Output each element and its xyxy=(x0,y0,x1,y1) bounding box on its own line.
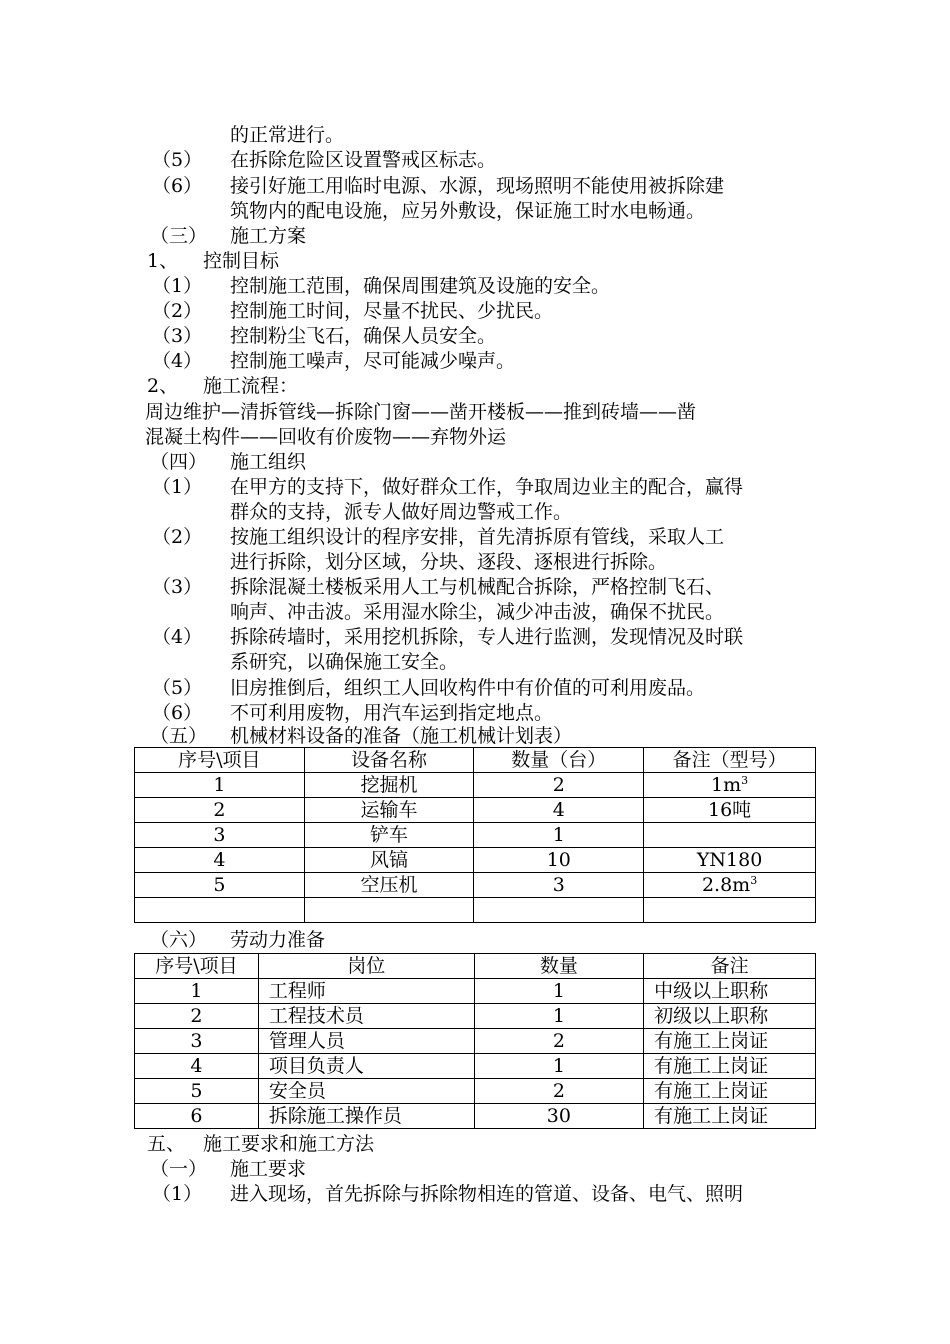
table-row xyxy=(135,1104,816,1129)
header-cell: 设备名称 xyxy=(304,748,474,773)
paragraph-line: 周边维护—清拆管线—拆除门窗——凿开楼板——推到砖墙——凿 xyxy=(145,401,697,423)
table-row xyxy=(135,979,816,1004)
table-cell xyxy=(644,873,816,898)
section-number: （五） xyxy=(150,725,208,747)
item-number: （1） xyxy=(152,275,203,297)
section-heading: 控制目标 xyxy=(203,250,280,272)
table-cell: 10 xyxy=(474,848,644,873)
section-heading: 施工流程： xyxy=(203,375,299,397)
table-cell: 空压机 xyxy=(304,873,474,898)
table-cell: 初级以上职称 xyxy=(644,1004,816,1029)
table-cell: 3 xyxy=(135,1029,259,1054)
header-cell: 备注（型号） xyxy=(644,748,816,773)
section-number: 2、 xyxy=(147,375,179,397)
section-number: （四） xyxy=(150,451,208,473)
cell-value: 2.8m xyxy=(701,874,751,896)
paragraph-line: 接引好施工用临时电源、水源，现场照明不能使用被拆除建 xyxy=(230,175,725,197)
table-cell xyxy=(304,898,474,923)
paragraph-line: 进入现场，首先拆除与拆除物相连的管道、设备、电气、照明 xyxy=(230,1183,744,1205)
table-cell: 5 xyxy=(135,873,305,898)
table-header-row xyxy=(135,954,816,979)
table-cell: 6 xyxy=(135,1104,259,1129)
paragraph-line: 控制施工噪声，尽可能减少噪声。 xyxy=(230,350,516,372)
table-cell: 1 xyxy=(135,979,259,1004)
header-cell: 数量（台） xyxy=(474,748,644,773)
table-cell: 工程技术员 xyxy=(258,1004,474,1029)
table-cell: 3 xyxy=(474,873,644,898)
table-cell: 30 xyxy=(474,1104,644,1129)
table-cell: 16吨 xyxy=(644,798,816,823)
item-number: （5） xyxy=(152,149,203,171)
table-cell: 管理人员 xyxy=(258,1029,474,1054)
machine-table xyxy=(134,747,816,923)
paragraph-line: 的正常进行。 xyxy=(230,124,345,146)
table-caption: 机械材料设备的准备（施工机械计划表） xyxy=(230,725,573,747)
table-cell: 1 xyxy=(135,773,305,798)
item-number: （6） xyxy=(152,702,203,724)
section-number: 五、 xyxy=(147,1133,186,1155)
paragraph-line: 拆除砖墙时，采用挖机拆除，专人进行监测，发现情况及时联 xyxy=(230,626,744,648)
table-cell: 4 xyxy=(135,1054,259,1079)
table-cell: 中级以上职称 xyxy=(644,979,816,1004)
item-number: （4） xyxy=(152,350,203,372)
paragraph-line: 响声、冲击波。采用湿水除尘，减少冲击波，确保不扰民。 xyxy=(230,601,725,623)
section-number: 1、 xyxy=(147,250,179,272)
table-cell: 挖掘机 xyxy=(304,773,474,798)
cell-value: 1m xyxy=(711,774,742,796)
table-cell xyxy=(644,773,816,798)
table-cell: 安全员 xyxy=(258,1079,474,1104)
header-cell: 数量 xyxy=(474,954,644,979)
table-cell: 4 xyxy=(135,848,305,873)
paragraph-line: 在甲方的支持下，做好群众工作，争取周边业主的配合，赢得 xyxy=(230,476,744,498)
paragraph-line: 系研究，以确保施工安全。 xyxy=(230,651,459,673)
table-cell xyxy=(135,898,305,923)
paragraph-line: 混凝土构件——回收有价废物——弃物外运 xyxy=(145,426,507,448)
table-cell xyxy=(474,898,644,923)
item-number: （4） xyxy=(152,626,203,648)
item-number: （2） xyxy=(152,526,203,548)
paragraph-line: 拆除混凝土楼板采用人工与机械配合拆除，严格控制飞石、 xyxy=(230,576,725,598)
section-heading: 施工要求和施工方法 xyxy=(203,1133,375,1155)
table-row xyxy=(135,823,816,848)
table-cell: 有施工上岗证 xyxy=(644,1079,816,1104)
item-number: （1） xyxy=(152,1183,203,1205)
superscript: 3 xyxy=(741,774,749,787)
table-cell: 2 xyxy=(474,773,644,798)
table-cell: 4 xyxy=(474,798,644,823)
table-row xyxy=(135,798,816,823)
table-row xyxy=(135,1004,816,1029)
table-cell: 2 xyxy=(135,1004,259,1029)
table-cell: 项目负责人 xyxy=(258,1054,474,1079)
paragraph-line: 旧房推倒后，组织工人回收构件中有价值的可利用废品。 xyxy=(230,677,706,699)
table-cell: 铲车 xyxy=(304,823,474,848)
table-cell: 1 xyxy=(474,1004,644,1029)
item-number: （5） xyxy=(152,677,203,699)
item-number: （3） xyxy=(152,576,203,598)
table-header-row xyxy=(135,748,816,773)
table-cell: 有施工上岗证 xyxy=(644,1029,816,1054)
paragraph-line: 不可利用废物，用汽车运到指定地点。 xyxy=(230,702,554,724)
table-cell: 3 xyxy=(135,823,305,848)
table-cell: 运输车 xyxy=(304,798,474,823)
section-heading: 施工要求 xyxy=(230,1158,307,1180)
paragraph-line: 控制施工范围，确保周围建筑及设施的安全。 xyxy=(230,275,611,297)
table-row-empty xyxy=(135,898,816,923)
table-cell: 1 xyxy=(474,979,644,1004)
section-number: （一） xyxy=(150,1158,208,1180)
table-row xyxy=(135,873,816,898)
table-cell xyxy=(644,823,816,848)
superscript: 3 xyxy=(750,874,758,887)
header-cell: 备注 xyxy=(644,954,816,979)
table-cell: 2 xyxy=(474,1079,644,1104)
paragraph-line: 筑物内的配电设施，应另外敷设，保证施工时水电畅通。 xyxy=(230,200,706,222)
table-cell: 有施工上岗证 xyxy=(644,1054,816,1079)
paragraph-line: 群众的支持，派专人做好周边警戒工作。 xyxy=(230,501,573,523)
table-cell: 有施工上岗证 xyxy=(644,1104,816,1129)
table-row xyxy=(135,1079,816,1104)
item-number: （6） xyxy=(152,175,203,197)
item-number: （2） xyxy=(152,300,203,322)
header-cell: 岗位 xyxy=(258,954,474,979)
table-cell: 工程师 xyxy=(258,979,474,1004)
table-cell: YN180 xyxy=(644,848,816,873)
table-row xyxy=(135,773,816,798)
section-number: （六） xyxy=(150,929,208,951)
header-cell: 序号\项目 xyxy=(135,748,305,773)
table-row xyxy=(135,1054,816,1079)
paragraph-line: 控制施工时间，尽量不扰民、少扰民。 xyxy=(230,300,554,322)
header-cell: 序号\项目 xyxy=(135,954,259,979)
section-number: （三） xyxy=(150,225,208,247)
paragraph-line: 按施工组织设计的程序安排，首先清拆原有管线，采取人工 xyxy=(230,526,725,548)
table-cell: 1 xyxy=(474,823,644,848)
table-cell: 拆除施工操作员 xyxy=(258,1104,474,1129)
table-row xyxy=(135,1029,816,1054)
labor-table xyxy=(134,953,816,1129)
table-cell: 5 xyxy=(135,1079,259,1104)
table-row xyxy=(135,848,816,873)
item-number: （1） xyxy=(152,476,203,498)
table-caption: 劳动力准备 xyxy=(230,929,326,951)
paragraph-line: 进行拆除，划分区域，分块、逐段、逐根进行拆除。 xyxy=(230,551,668,573)
paragraph-line: 在拆除危险区设置警戒区标志。 xyxy=(230,149,497,171)
table-cell: 1 xyxy=(474,1054,644,1079)
section-heading: 施工方案 xyxy=(230,225,307,247)
table-cell xyxy=(644,898,816,923)
paragraph-line: 控制粉尘飞石，确保人员安全。 xyxy=(230,325,497,347)
section-heading: 施工组织 xyxy=(230,451,307,473)
table-cell: 风镐 xyxy=(304,848,474,873)
item-number: （3） xyxy=(152,325,203,347)
table-cell: 2 xyxy=(135,798,305,823)
table-cell: 2 xyxy=(474,1029,644,1054)
